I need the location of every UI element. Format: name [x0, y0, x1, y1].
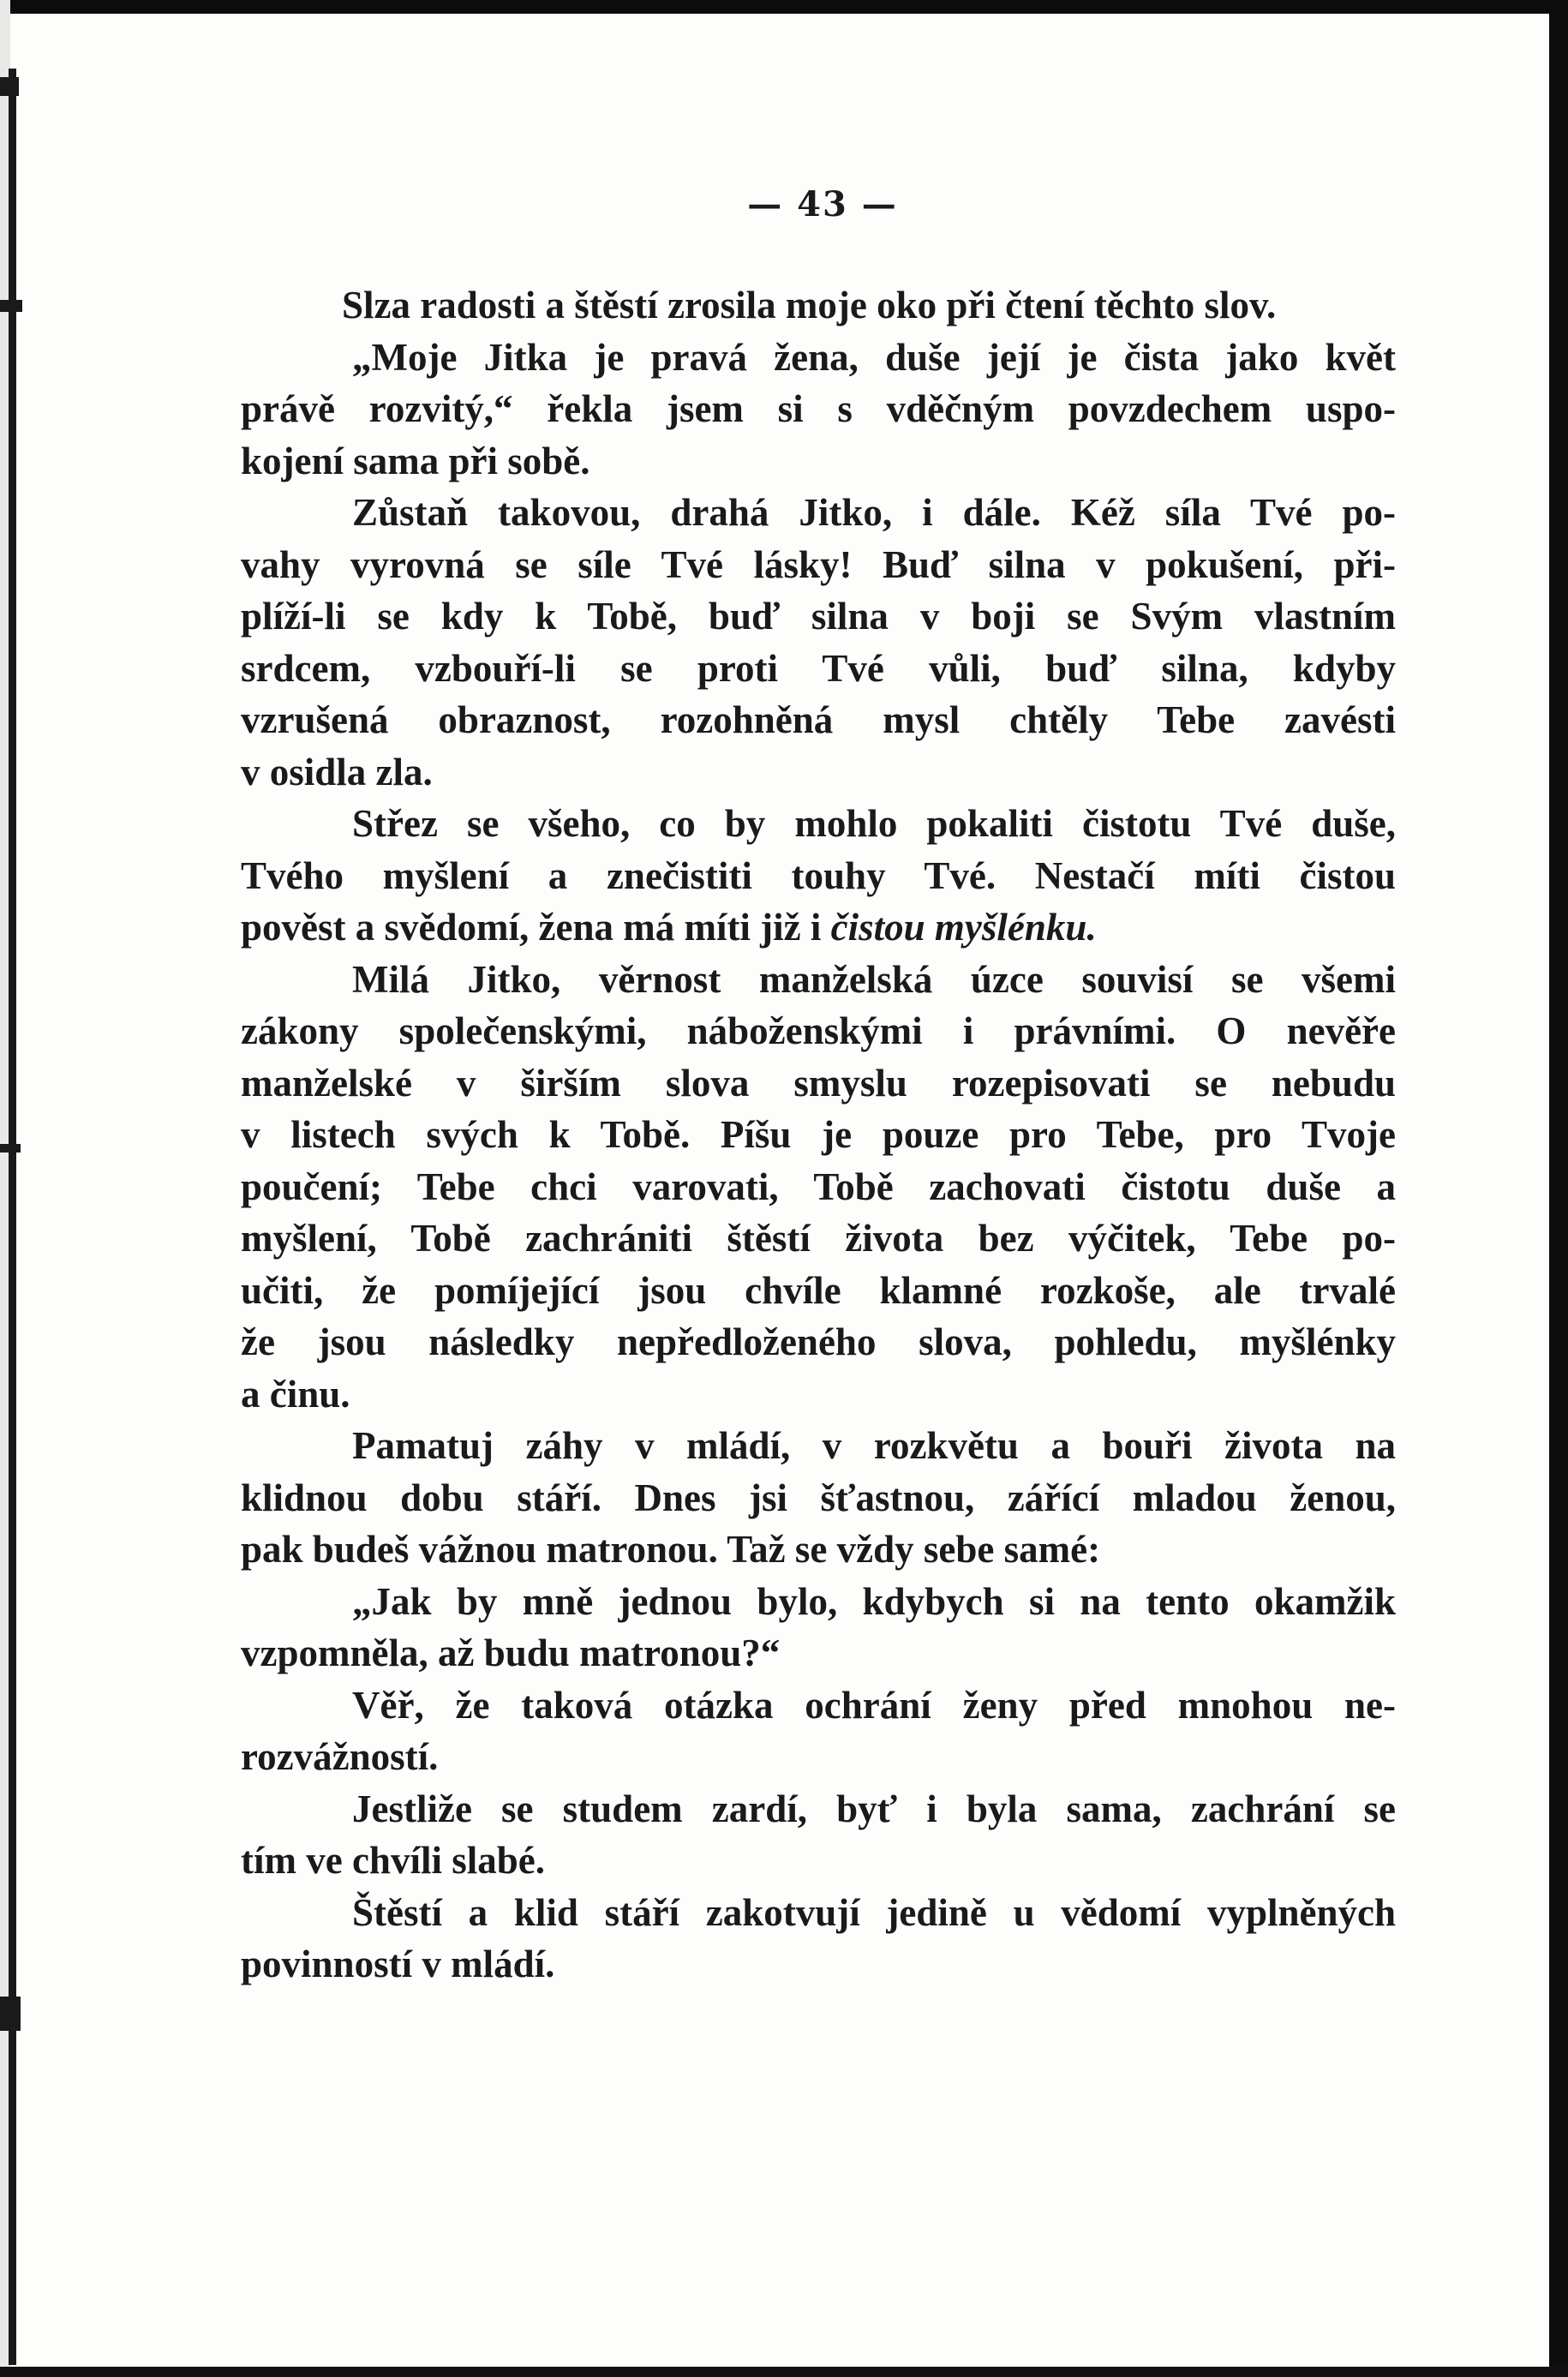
- text-line: Tvého myšlení a znečistiti touhy Tvé. Nestačí míti čistou: [241, 853, 1396, 897]
- text-line: kojení sama při sobě.: [241, 439, 590, 482]
- body-text: [241, 279, 1396, 1991]
- text-line: „Jak by mně jednou bylo, kdybych si na tento okamžik: [352, 1579, 1396, 1623]
- paragraph: [241, 1576, 1396, 1679]
- text-line: Zůstaň takovou, drahá Jitko, i dále. Kéž síla Tvé po-: [352, 491, 1396, 534]
- text-line: Štěstí a klid stáří zakotvují jedině u vědomí vyplněných: [352, 1890, 1396, 1934]
- text-line: Pamatuj záhy v mládí, v rozkvětu a bouři života na: [352, 1424, 1396, 1467]
- text-line: v osidla zla.: [241, 750, 433, 793]
- text-line: vahy vyrovná se síle Tvé lásky! Buď silna v pokušení, při-: [241, 542, 1396, 586]
- scan-edge-bottom: [0, 2367, 1568, 2377]
- scan-edge-right: [1549, 0, 1568, 2377]
- text-line: vzrušená obraznost, rozohněná mysl chtěly Tebe zavésti: [241, 698, 1396, 741]
- text-line: zákony společenskými, náboženskými i právními. O nevěře: [241, 1009, 1396, 1052]
- paragraph: [241, 954, 1396, 1421]
- paragraph: [241, 1420, 1396, 1576]
- text-line: učiti, že pomíjející jsou chvíle klamné rozkoše, ale trvalé: [241, 1268, 1396, 1312]
- text-line: srdcem, vzbouří-li se proti Tvé vůli, buď silna, kdyby: [241, 646, 1396, 690]
- paragraph: [241, 332, 1396, 488]
- gutter-mark: [0, 1997, 21, 2031]
- gutter-mark: [0, 1144, 21, 1153]
- text-line: Střez se všeho, co by mohlo pokaliti čistotu Tvé duše,: [352, 802, 1396, 845]
- text-line: klidnou dobu stáří. Dnes jsi šťastnou, zářící mladou ženou,: [241, 1476, 1396, 1519]
- text-line: Věř, že taková otázka ochrání ženy před mnohou ne-: [352, 1683, 1396, 1727]
- text-line: vzpomněla, až budu matronou?“: [241, 1632, 781, 1674]
- paragraph: [241, 798, 1396, 954]
- paragraph: [241, 1887, 1396, 1991]
- text-line: a činu.: [241, 1372, 350, 1416]
- text-line: Slza radosti a štěstí zrosila moje oko při čtení těchto slov.: [342, 284, 1277, 326]
- scan-edge-top: [0, 0, 1568, 14]
- gutter-mark: [0, 77, 19, 96]
- text-line: právě rozvitý,“ řekla jsem si s vděčným povzdechem uspo-: [241, 387, 1396, 430]
- text-line: rozvážností.: [241, 1735, 439, 1778]
- text-line: povinností v mládí.: [241, 1943, 555, 1985]
- text-line: myšlení, Tobě zachrániti štěstí života bez výčitek, Tebe po-: [241, 1217, 1396, 1260]
- text-line: poučení; Tebe chci varovati, Tobě zachovati čistotu duše a: [241, 1165, 1396, 1208]
- paragraph: [241, 279, 1396, 332]
- emphasis-text: čistou myšlénku.: [830, 906, 1097, 949]
- text-line: manželské v širším slova smyslu rozepisovati se nebudu: [241, 1061, 1396, 1105]
- paragraph: [241, 1783, 1396, 1887]
- paragraph: [241, 1679, 1396, 1783]
- text-line: Milá Jitko, věrnost manželská úzce souvisí se všemi: [352, 957, 1396, 1001]
- text-segment: pověst a svědomí, žena má míti již i: [241, 906, 831, 949]
- text-line: „Moje Jitka je pravá žena, duše její je čista jako květ: [352, 335, 1396, 379]
- text-line: plíží-li se kdy k Tobě, buď silna v boji se Svým vlastním: [241, 595, 1396, 638]
- paragraph: [241, 487, 1396, 798]
- text-line: Jestliže se studem zardí, byť i byla sama, zachrání se: [352, 1787, 1396, 1830]
- text-line: [241, 901, 1396, 954]
- gutter-mark: [0, 300, 22, 312]
- text-line: tím ve chvíli slabé.: [241, 1839, 545, 1882]
- text-line: v listech svých k Tobě. Píšu je pouze pro Tebe, pro Tvoje: [241, 1113, 1396, 1156]
- page-number: — 43 —: [747, 184, 898, 225]
- text-line: že jsou následky nepředloženého slova, pohledu, myšlénky: [241, 1320, 1396, 1363]
- text-line: pak budeš vážnou matronou. Taž se vždy sebe samé:: [241, 1528, 1101, 1571]
